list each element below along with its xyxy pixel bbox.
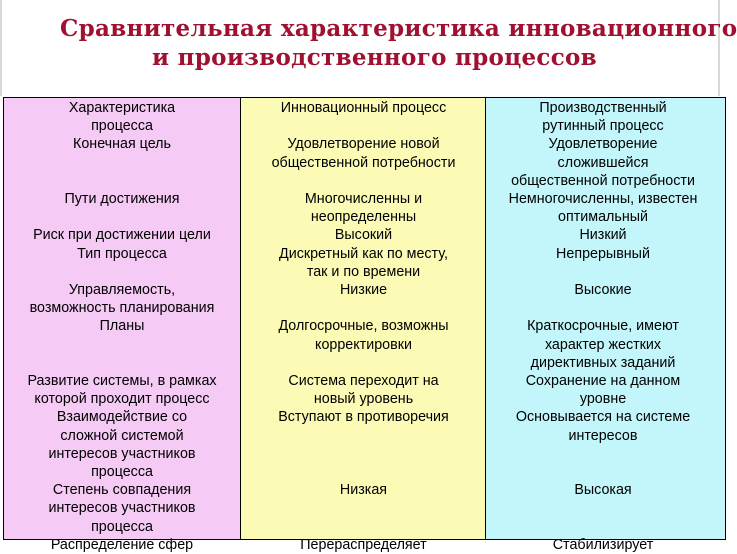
table-row-6-cell-innovation: Долгосрочные, возможны <box>278 318 449 335</box>
table-row-2-cell-characteristic: Пути достижения <box>64 191 180 207</box>
table-row-7-cell-innovation: новый уровень <box>313 391 414 408</box>
header-cell-production: рутинный процесс <box>542 118 664 135</box>
table-row-6-cell-production: характер жестких <box>544 336 662 353</box>
table-row-10-cell-innovation: Перераспределяет <box>300 536 427 553</box>
table-row-2-cell-production: оптимальный <box>558 209 648 226</box>
table-row-7-cell-production: уровне <box>579 391 627 408</box>
table-row-7-cell-innovation: Система переходит на <box>288 373 439 389</box>
table-row-8-cell-characteristic: процесса <box>91 464 153 480</box>
table-row-4-cell-innovation: Дискретный как по месту, <box>279 245 448 262</box>
table-row-7-cell-characteristic: Развитие системы, в рамках <box>27 373 217 389</box>
table-row-1-cell-characteristic: Конечная цель <box>73 136 171 153</box>
table-row-6-cell-characteristic: Планы <box>99 318 145 335</box>
comparison-table <box>3 97 720 553</box>
table-row-5-cell-production: Высокие <box>574 282 632 298</box>
table-row-2-cell-innovation: неопределенны <box>310 209 417 226</box>
table-row-10-cell-production: Стабилизирует <box>552 536 654 553</box>
title-box <box>0 0 737 96</box>
table-row-8-cell-characteristic: Взаимодействие со <box>56 409 188 426</box>
table-row-7-cell-characteristic: которой проходит процесс <box>34 391 210 408</box>
table-row-4-cell-production: Непрерывный <box>556 245 650 262</box>
slide-title-line-1: Сравнительная характеристика инновационного <box>60 15 737 42</box>
table-row-8-cell-characteristic: интересов участников <box>48 445 196 462</box>
header-cell-innovation: Инновационный процесс <box>280 100 447 116</box>
table-row-9-cell-characteristic: Степень совпадения <box>52 482 192 499</box>
table-row-2-cell-production: Немногочисленны, известен <box>508 191 698 207</box>
table-row-3-cell-production: Низкий <box>579 227 627 244</box>
table-row-2-cell-innovation: Многочисленны и <box>304 191 423 207</box>
header-cell-characteristic: Характеристика <box>68 100 176 116</box>
table-row-4-cell-innovation: так и по времени <box>306 263 421 280</box>
table-row-1-cell-production: Удовлетворение <box>548 136 658 153</box>
table-row-1-cell-production: сложившейся <box>557 154 649 171</box>
header-cell-production: Производственный <box>539 100 667 116</box>
table-row-6-cell-production: директивных заданий <box>530 354 676 371</box>
table-row-10-cell-characteristic: Распределение сфер <box>50 536 194 553</box>
table-row-4-cell-characteristic: Тип процесса <box>77 245 167 262</box>
table-row-9-cell-production: Высокая <box>574 482 632 499</box>
table-row-9-cell-characteristic: интересов участников <box>48 500 196 517</box>
table-row-7-cell-production: Сохранение на данном <box>525 373 681 389</box>
table-row-5-cell-innovation: Низкие <box>339 282 388 298</box>
table-row-3-cell-characteristic: Риск при достижении цели <box>33 227 211 244</box>
table-row-1-cell-innovation: Удовлетворение новой <box>287 136 440 153</box>
table-row-3-cell-innovation: Высокий <box>334 227 393 244</box>
table-row-8-cell-production: интересов <box>568 427 638 444</box>
slide-title-line-2: и производственного процессов <box>152 44 597 71</box>
table-row-8-cell-characteristic: сложной системой <box>60 427 184 444</box>
table-row-6-cell-innovation: корректировки <box>315 336 412 353</box>
table-row-9-cell-innovation: Низкая <box>339 482 388 499</box>
table-row-8-cell-innovation: Вступают в противоречия <box>278 409 449 426</box>
table-row-1-cell-production: общественной потребности <box>511 172 695 189</box>
table-row-5-cell-characteristic: возможность планирования <box>29 300 215 317</box>
table-row-8-cell-production: Основывается на системе <box>515 409 691 426</box>
header-cell-characteristic: процесса <box>91 118 153 135</box>
table-row-5-cell-characteristic: Управляемость, <box>68 282 176 298</box>
table-row-9-cell-characteristic: процесса <box>91 518 153 535</box>
table-row-1-cell-innovation: общественной потребности <box>271 154 456 171</box>
table-row-6-cell-production: Краткосрочные, имеют <box>527 318 679 335</box>
